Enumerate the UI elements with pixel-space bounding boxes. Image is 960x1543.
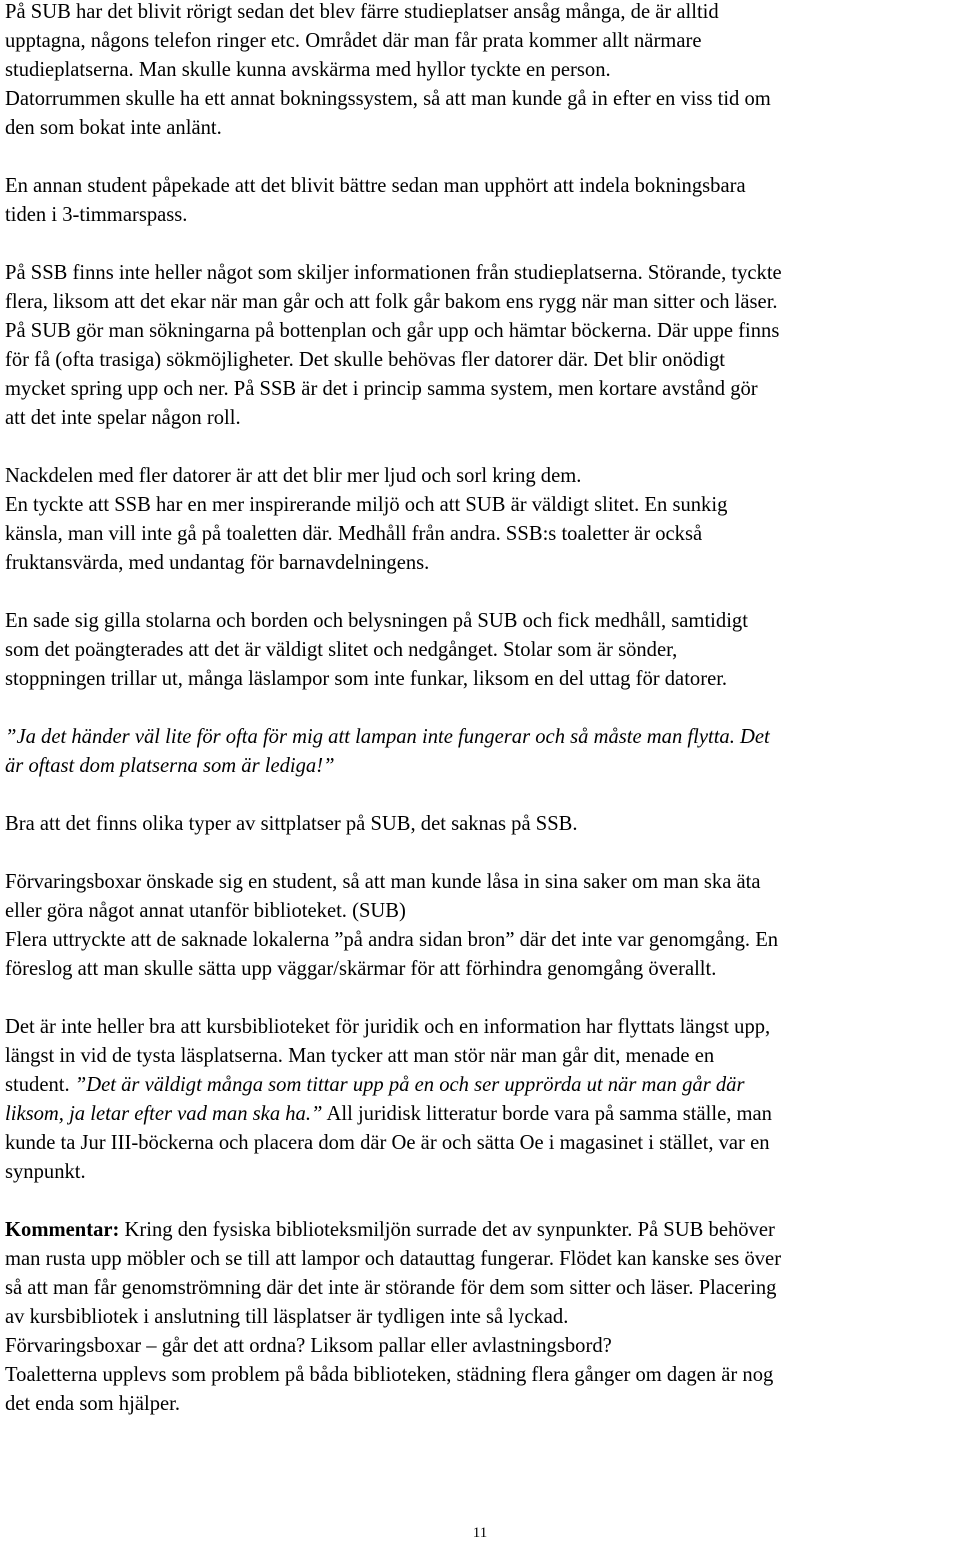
text-line: så att man får genomströmning där det inte är störande för dem som sitter och läser. Placering [5,1277,777,1299]
text-line: Toaletterna upplevs som problem på båda biblioteken, städning flera gånger om dagen är nog [5,1364,774,1386]
paragraph-seating-types [5,810,960,839]
text-line: En sade sig gilla stolarna och borden och belysningen på SUB och fick medhåll, samtidigt [5,610,748,632]
paragraph-sub-disorder [5,0,960,143]
text-line: det enda som hjälper. [5,1393,180,1415]
text-line: att det inte spelar någon roll. [5,407,241,429]
text-line: Datorrummen skulle ha ett annat bokningssystem, så att man kunde gå in efter en viss tid om [5,88,771,110]
text-line: eller göra något annat utanför biblioteket. (SUB) [5,900,406,922]
text-line: som det poängterades att det är väldigt slitet och nedgånget. Stolar som är sönder, [5,639,678,661]
paragraph-computers-noise [5,462,960,578]
text-line: fruktansvärda, med undantag för barnavdelningens. [5,552,430,574]
document-page [5,0,960,1419]
text-line: Flera uttryckte att de saknade lokalerna ”på andra sidan bron” där det inte var genomgång. En [5,929,779,951]
text-line: Bra att det finns olika typer av sittplatser på SUB, det saknas på SSB. [5,813,578,835]
text-line: upptagna, någons telefon ringer etc. Området där man får prata kommer allt närmare [5,30,702,52]
text-line: föreslog att man skulle sätta upp väggar/skärmar för att förhindra genomgång överallt. [5,958,717,980]
paragraph-storage-boxes [5,868,960,984]
text-line: En annan student påpekade att det blivit bättre sedan man upphört att indela bokningsbara [5,175,746,197]
text-line: stoppningen trillar ut, många läslampor som inte funkar, liksom en del uttag för datorer. [5,668,728,690]
quote-run: liksom, ja letar efter vad man ska ha.” [5,1103,323,1125]
text-run: Kring den fysiska biblioteksmiljön surrade det av synpunkter. På SUB behöver [119,1219,775,1241]
quote-run: ”Det är väldigt många som tittar upp på en och ser upprörda ut när man går där [74,1074,745,1096]
text-line: längst in vid de tysta läsplatserna. Man tycker att man stör när man går dit, menade en [5,1045,715,1067]
page-number: 11 [472,1525,488,1541]
text-line [5,1216,960,1245]
text-run: All juridisk litteratur borde vara på samma ställe, man [322,1103,772,1125]
text-line: tiden i 3-timmarspass. [5,204,188,226]
text-line: studieplatserna. Man skulle kunna avskärma med hyllor tyckte en person. [5,59,611,81]
paragraph-furniture [5,607,960,694]
comment-label: Kommentar: [5,1219,120,1241]
text-line: flera, liksom att det ekar när man går och att folk går bakom ens rygg när man sitter och läser. [5,291,778,313]
text-line: kunde ta Jur III-böckerna och placera dom där Oe är och sätta Oe i magasinet i stället, var en [5,1132,770,1154]
text-line: för få (ofta trasiga) sökmöjligheter. Det skulle behövas fler datorer där. Det blir onödigt [5,349,725,371]
text-line: den som bokat inte anlänt. [5,117,222,139]
text-run: student. [5,1074,75,1096]
quote-lamp [5,723,960,781]
text-line: Nackdelen med fler datorer är att det blir mer ljud och sorl kring dem. [5,465,582,487]
paragraph-booking [5,172,960,230]
text-line: ”Ja det händer väl lite för ofta för mig att lampan inte fungerar och så måste man flytta. Det [5,726,770,748]
text-line: känsla, man vill inte gå på toaletten där. Medhåll från andra. SSB:s toaletter är också [5,523,703,545]
text-line: man rusta upp möbler och se till att lampor och datauttag fungerar. Flödet kan kanske ses över [5,1248,782,1270]
text-line: synpunkt. [5,1161,86,1183]
text-line: Förvaringsboxar – går det att ordna? Liksom pallar eller avlastningsbord? [5,1335,612,1357]
text-line [5,1100,960,1129]
text-line: En tyckte att SSB har en mer inspirerande miljö och att SUB är väldigt slitet. En sunkig [5,494,728,516]
paragraph-ssb-information [5,259,960,433]
text-line [5,1071,960,1100]
text-line: På SUB har det blivit rörigt sedan det blev färre studieplatser ansåg många, de är alltid [5,1,719,23]
text-line: På SSB finns inte heller något som skiljer informationen från studieplatserna. Störande, tyckte [5,262,782,284]
text-line: Det är inte heller bra att kursbiblioteket för juridik och en information har flyttats längst upp, [5,1016,771,1038]
text-line: av kursbibliotek i anslutning till läsplatser är tydligen inte så lyckad. [5,1306,569,1328]
paragraph-law-library [5,1013,960,1187]
text-line: Förvaringsboxar önskade sig en student, så att man kunde låsa in sina saker om man ska äta [5,871,761,893]
paragraph-comment [5,1216,960,1419]
text-line: På SUB gör man sökningarna på bottenplan och går upp och hämtar böckerna. Där uppe finns [5,320,780,342]
text-line: mycket spring upp och ner. På SSB är det i princip samma system, men kortare avstånd gör [5,378,758,400]
text-line: är oftast dom platserna som är lediga!” [5,755,335,777]
